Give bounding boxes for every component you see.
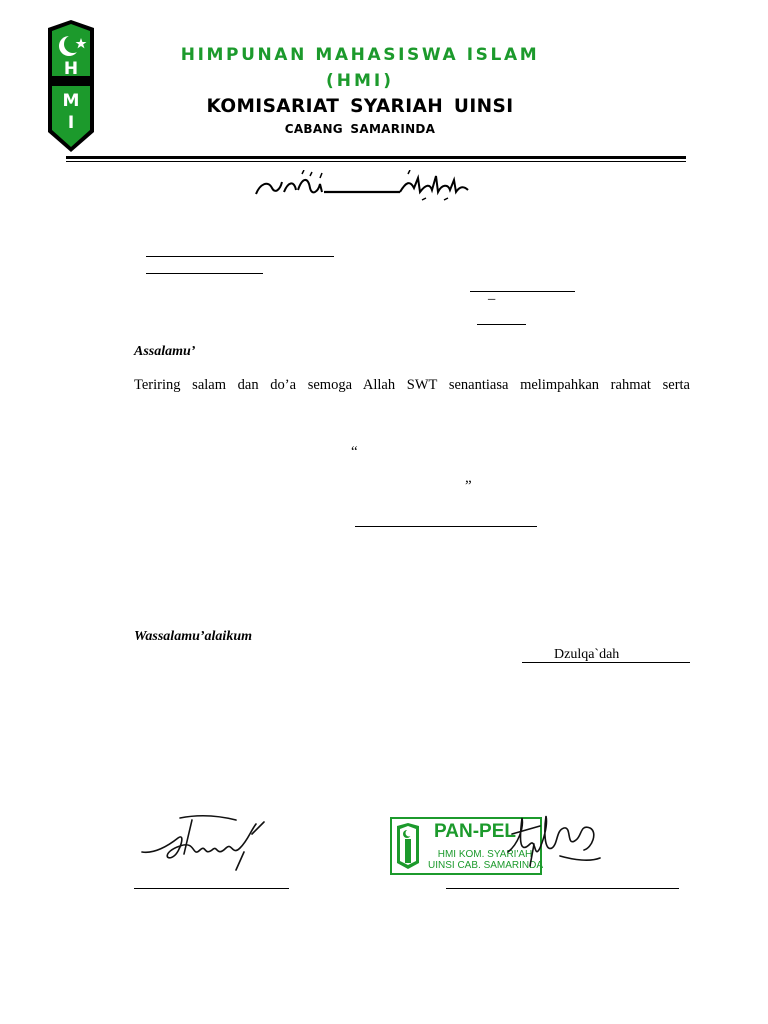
closing-salutation: Wassalamu’alaikum [134,629,252,644]
signature-left-line [134,888,289,889]
hmi-logo [46,20,96,152]
open-quote: “ [351,444,358,460]
organization-abbreviation: (HMI) [325,71,394,91]
logo-letter-h: H [63,59,79,79]
recipient-line [470,291,575,292]
basmalah-calligraphy [250,170,472,206]
letterhead-divider-thick [66,156,686,159]
close-quote: ” [465,478,472,494]
stamp-line-1: HMI KOM. SYARI'AH [437,849,533,860]
organization-name: HIMPUNAN MAHASISWA ISLAM [180,45,540,65]
stamp-logo-icon [396,823,420,869]
dash-mark: – [488,291,496,307]
logo-letter-m: M [62,91,80,111]
commissariat-name: KOMISARIAT SYARIAH UINSI [206,96,514,117]
letter-number-line [146,256,334,257]
logo-letter-i: I [67,113,75,133]
opening-paragraph: Teriring salam dan do’a semoga Allah SWT senantiasa melimpahkan rahmat serta [134,377,690,393]
signature-right [500,808,604,876]
hijri-date-field: Dzulqa`dah [522,647,690,663]
signature-right-line [446,888,679,889]
stamp-line-2: UINSI CAB. SAMARINDA [428,860,544,871]
signature-left [140,812,275,874]
letter-subject-line [146,273,263,274]
branch-name: CABANG SAMARINDA [284,122,436,136]
greeting: Assalamu’ [134,344,196,359]
stamp-title: PAN-PEL [434,821,516,842]
recipient-place-line [477,324,526,325]
letterhead-divider-thin [66,161,686,162]
event-title-line [355,526,537,527]
